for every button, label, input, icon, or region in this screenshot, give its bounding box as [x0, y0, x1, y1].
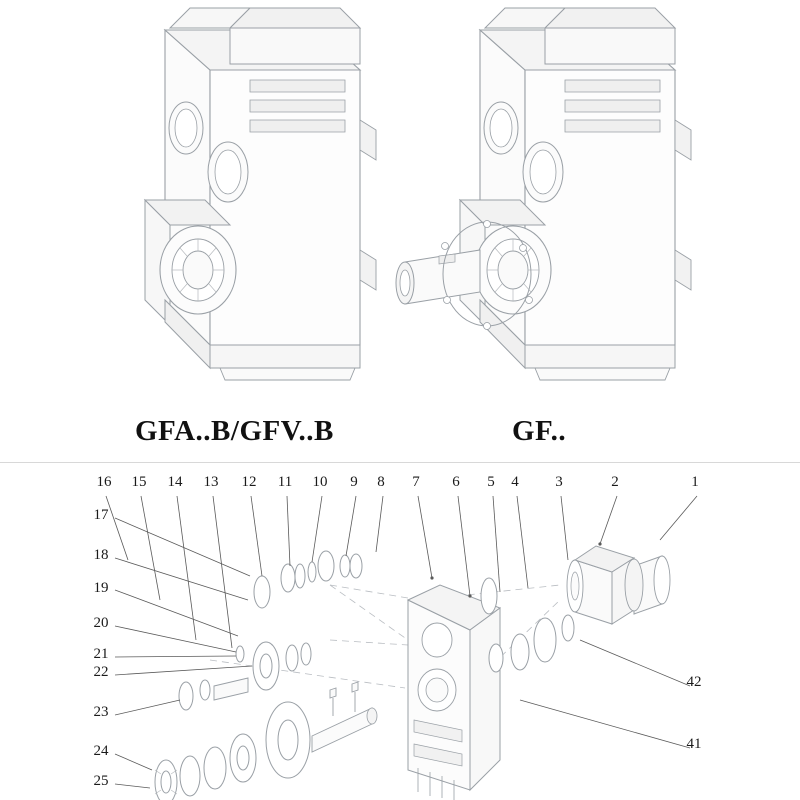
callout-number-5: 5 — [487, 474, 495, 490]
callout-number-23: 23 — [93, 704, 109, 720]
callout-number-10: 10 — [312, 474, 328, 490]
callout-number-19: 19 — [93, 580, 109, 596]
exploded-assembly — [106, 496, 697, 800]
callout-number-8: 8 — [377, 474, 385, 490]
exploded-housing — [408, 585, 500, 790]
callout-number-25: 25 — [93, 773, 109, 789]
callout-number-24: 24 — [93, 743, 109, 759]
callout-number-2: 2 — [611, 474, 619, 490]
motor-adapter — [567, 546, 670, 624]
callout-number-4: 4 — [511, 474, 519, 490]
callout-number-21: 21 — [93, 646, 109, 662]
callout-number-3: 3 — [555, 474, 563, 490]
callout-number-15: 15 — [131, 474, 147, 490]
callout-number-20: 20 — [93, 615, 109, 631]
callout-number-11: 11 — [277, 474, 293, 490]
callout-number-13: 13 — [203, 474, 219, 490]
callout-number-1: 1 — [691, 474, 699, 490]
gearbox-left-drawing — [145, 8, 376, 380]
caption-gf: GF.. — [512, 415, 567, 447]
callout-number-17: 17 — [93, 507, 109, 523]
callout-number-12: 12 — [241, 474, 257, 490]
ring-16 — [254, 576, 270, 608]
caption-gfa-gfv: GFA..B/GFV..B — [135, 415, 334, 447]
section-divider — [0, 462, 800, 463]
callout-number-16: 16 — [96, 474, 112, 490]
callout-number-41: 41 — [686, 736, 702, 752]
callout-number-6: 6 — [452, 474, 460, 490]
callout-number-42: 42 — [686, 674, 702, 690]
callout-number-7: 7 — [412, 474, 420, 490]
callout-number-22: 22 — [93, 664, 109, 680]
callout-number-14: 14 — [167, 474, 183, 490]
output-shaft-exploded — [312, 708, 372, 752]
gearbox-right-drawing — [396, 8, 691, 380]
callout-number-18: 18 — [93, 547, 109, 563]
callout-number-9: 9 — [350, 474, 358, 490]
